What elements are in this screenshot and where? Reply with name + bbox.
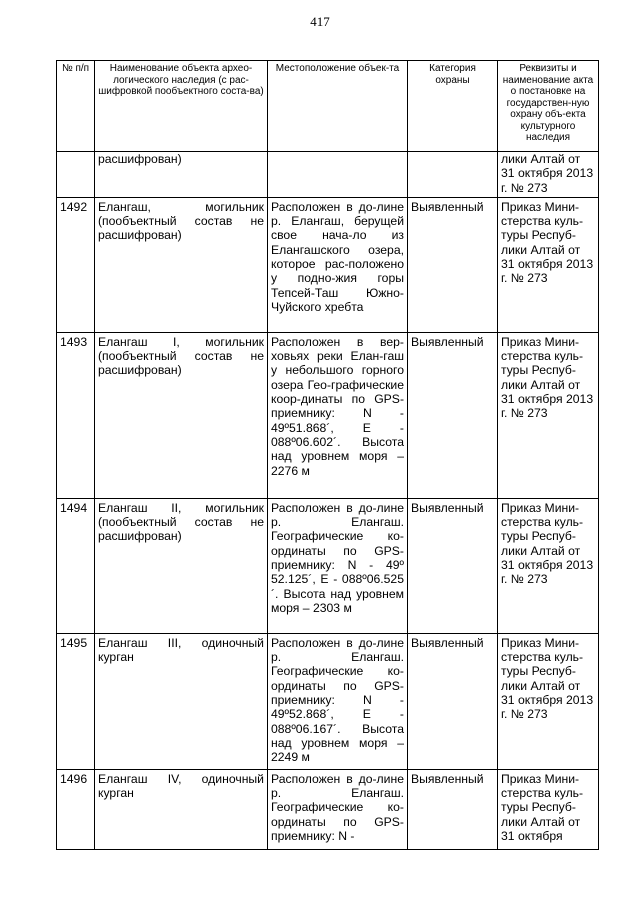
row-name: Елангаш I, могильник (пообъектный состав не расшифрован): [95, 332, 268, 498]
row-location: Расположен в до-лине р. Елангаш. Географические ко-ординаты по GPS-приемнику: N - 49º 52.125´, E - 088º06.525´. Высота над уровнем моря – 2303 м: [268, 498, 408, 633]
header-category: Категория охраны: [408, 61, 498, 152]
row-num: 1494: [57, 498, 95, 633]
table-row: [57, 332, 599, 498]
header-location: Местоположение объек-та: [268, 61, 408, 152]
row-category: Выявленный: [408, 633, 498, 769]
row-requisites: Приказ Мини-стерства куль-туры Респуб-лики Алтай от 31 октября 2013 г. № 273: [498, 633, 599, 769]
row-requisites: Приказ Мини-стерства куль-туры Респуб-лики Алтай от 31 октября 2013 г. № 273: [498, 197, 599, 332]
table-header-row: [57, 61, 599, 152]
table-row: [57, 152, 599, 198]
table-row: [57, 769, 599, 849]
page-number: 417: [310, 14, 330, 29]
row-name: Елангаш III, одиночный курган: [95, 633, 268, 769]
row-num: 1492: [57, 197, 95, 332]
table-row: [57, 498, 599, 633]
row-location: Расположен в до-лине р. Елангаш. Географические ко-ординаты по GPS-приемнику: N - 49º52.868´, E - 088º06.167´. Высота над уровнем моря – 2249 м: [268, 633, 408, 769]
row-category: Выявленный: [408, 498, 498, 633]
row-requisites: Приказ Мини-стерства куль-туры Респуб-лики Алтай от 31 октября 2013 г. № 273: [498, 332, 599, 498]
row-name: Елангаш II, могильник (пообъектный состав не расшифрован): [95, 498, 268, 633]
row-location: [268, 152, 408, 198]
row-num: 1496: [57, 769, 95, 849]
header-num: № п/п: [57, 61, 95, 152]
row-location: Расположен в до-лине р. Елангаш. Географические ко-ординаты по GPS-приемнику: N -: [268, 769, 408, 849]
row-num: 1495: [57, 633, 95, 769]
header-name: Наименование объекта архео-логического наследия (с рас-шифровкой пообъектного соста-ва): [95, 61, 268, 152]
row-category: Выявленный: [408, 769, 498, 849]
row-num: [57, 152, 95, 198]
row-name: расшифрован): [95, 152, 268, 198]
table-row: [57, 633, 599, 769]
row-category: Выявленный: [408, 332, 498, 498]
row-category: Выявленный: [408, 197, 498, 332]
row-category: [408, 152, 498, 198]
row-requisites: Приказ Мини-стерства куль-туры Респуб-лики Алтай от 31 октября 2013 г. № 273: [498, 498, 599, 633]
table-row: [57, 197, 599, 332]
row-requisites: лики Алтай от 31 октября 2013 г. № 273: [498, 152, 599, 198]
heritage-registry-table: [56, 60, 599, 850]
row-name: Елангаш, могильник (пообъектный состав не расшифрован): [95, 197, 268, 332]
row-num: 1493: [57, 332, 95, 498]
row-location: Расположен в до-лине р. Елангаш, берущей свое нача-ло из Елангашского озера, которое рас-положено у подно-жия горы Тепсей-Таш Южно-Чуйского хребта: [268, 197, 408, 332]
row-location: Расположен в вер-ховьях реки Елан-гаш у небольшого горного озера Гео-графические коор-динаты по GPS-приемнику: N - 49º51.868´, E - 088º06.602´. Высота над уровнем моря – 2276 м: [268, 332, 408, 498]
row-name: Елангаш IV, одиночный курган: [95, 769, 268, 849]
row-requisites: Приказ Мини-стерства куль-туры Респуб-лики Алтай от 31 октября: [498, 769, 599, 849]
header-requisites: Реквизиты и наименование акта о постановке на государствен-ную охрану объ-екта культурного наследия: [498, 61, 599, 152]
